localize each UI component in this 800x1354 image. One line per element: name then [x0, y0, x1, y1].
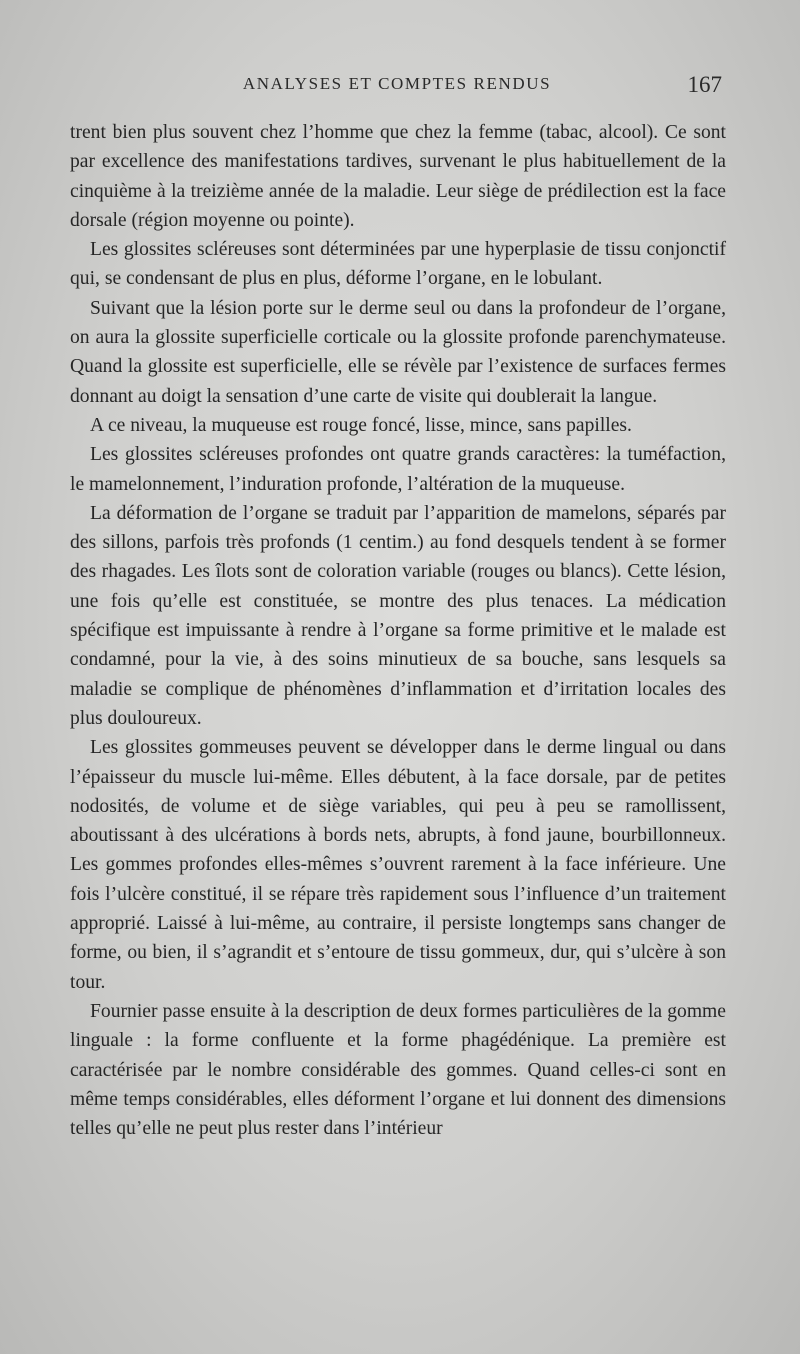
paragraph-glossites-gommeuses: Les glossites gommeuses peuvent se développer dans le derme lingual ou dans l’épaisseur du muscle lui-même. Elles débutent, à la face dorsale, par de petites nodosités, de volume et de siège variables, qui peu à peu se ramollissent, aboutissant à des ulcérations à bords nets, abrupts, à fond jaune, bourbillonneux. Les gommes profondes elles-mêmes s’ouvrent rarement à la face inférieure. Une fois l’ulcère constitué, il se répare très rapidement sous l’influence d’un traitement approprié. Laissé à lui-même, au contraire, il persiste longtemps sans changer de forme, ou bien, il s’agrandit et s’entoure de tissu gommeux, dur, qui s’ulcère à son tour.: [70, 737, 726, 993]
paragraph-fournier: Fournier passe ensuite à la description de deux formes particulières de la gomme linguale : la forme confluente et la forme phagédénique. La première est caractérisée par le nombre considérable des gommes. Quand celles-ci sont en même temps considérables, elles déforment l’organe et lui donnent des dimensions telles qu’elle ne peut plus rester dans l’intérieur: [70, 1000, 726, 1140]
paragraph-continued: trent bien plus souvent chez l’homme que chez la femme (tabac, alcool). Ce sont par excellence des manifestations tardives, survenant le plus habituellement de la cinquième à la treizième année de la maladie. Leur siège de prédilection est la face dorsale (région moyenne ou pointe).: [70, 122, 726, 231]
page-number: 167: [687, 72, 722, 97]
paragraph-deformation: La déformation de l’organe se traduit par l’apparition de mamelons, séparés par des sillons, parfois très profonds (1 centim.) au fond desquels tendent à se former des rhagades. Les îlots sont de coloration variable (rouges ou blancs). Cette lésion, une fois qu’elle est constituée, se montre des plus tenaces. La médication spécifique est impuissante à rendre à l’organe sa forme primitive et le malade est condamné, pour la vie, à des soins minutieux de sa bouche, sans lesquels sa maladie se complique de phénomènes d’inflammation et d’irritation locales des plus douloureux.: [70, 502, 726, 729]
paragraph-glossites-scléreuses: Les glossites scléreuses sont déterminées par une hyperplasie de tissu conjonctif qui, se condensant de plus en plus, déforme l’organe, en le lobulant.: [70, 239, 726, 290]
body-text: [70, 118, 726, 1143]
page-header: [72, 72, 722, 102]
paragraph-glossites-profondes: Les glossites scléreuses profondes ont quatre grands caractères: la tuméfaction, le mamelonnement, l’induration profonde, l’altération de la muqueuse.: [70, 444, 726, 495]
paragraph-muqueuse: A ce niveau, la muqueuse est rouge foncé, lisse, mince, sans papilles.: [90, 414, 632, 436]
paragraph-suivant-la-lesion: Suivant que la lésion porte sur le derme seul ou dans la profondeur de l’organe, on aura la glossite superficielle corticale ou la glossite profonde parenchymateuse. Quand la glossite est superficielle, elle se révèle par l’existence de surfaces fermes donnant au doigt la sensation d’une carte de visite qui doublerait la langue.: [70, 297, 726, 407]
running-head: ANALYSES ET COMPTES RENDUS: [242, 74, 552, 93]
